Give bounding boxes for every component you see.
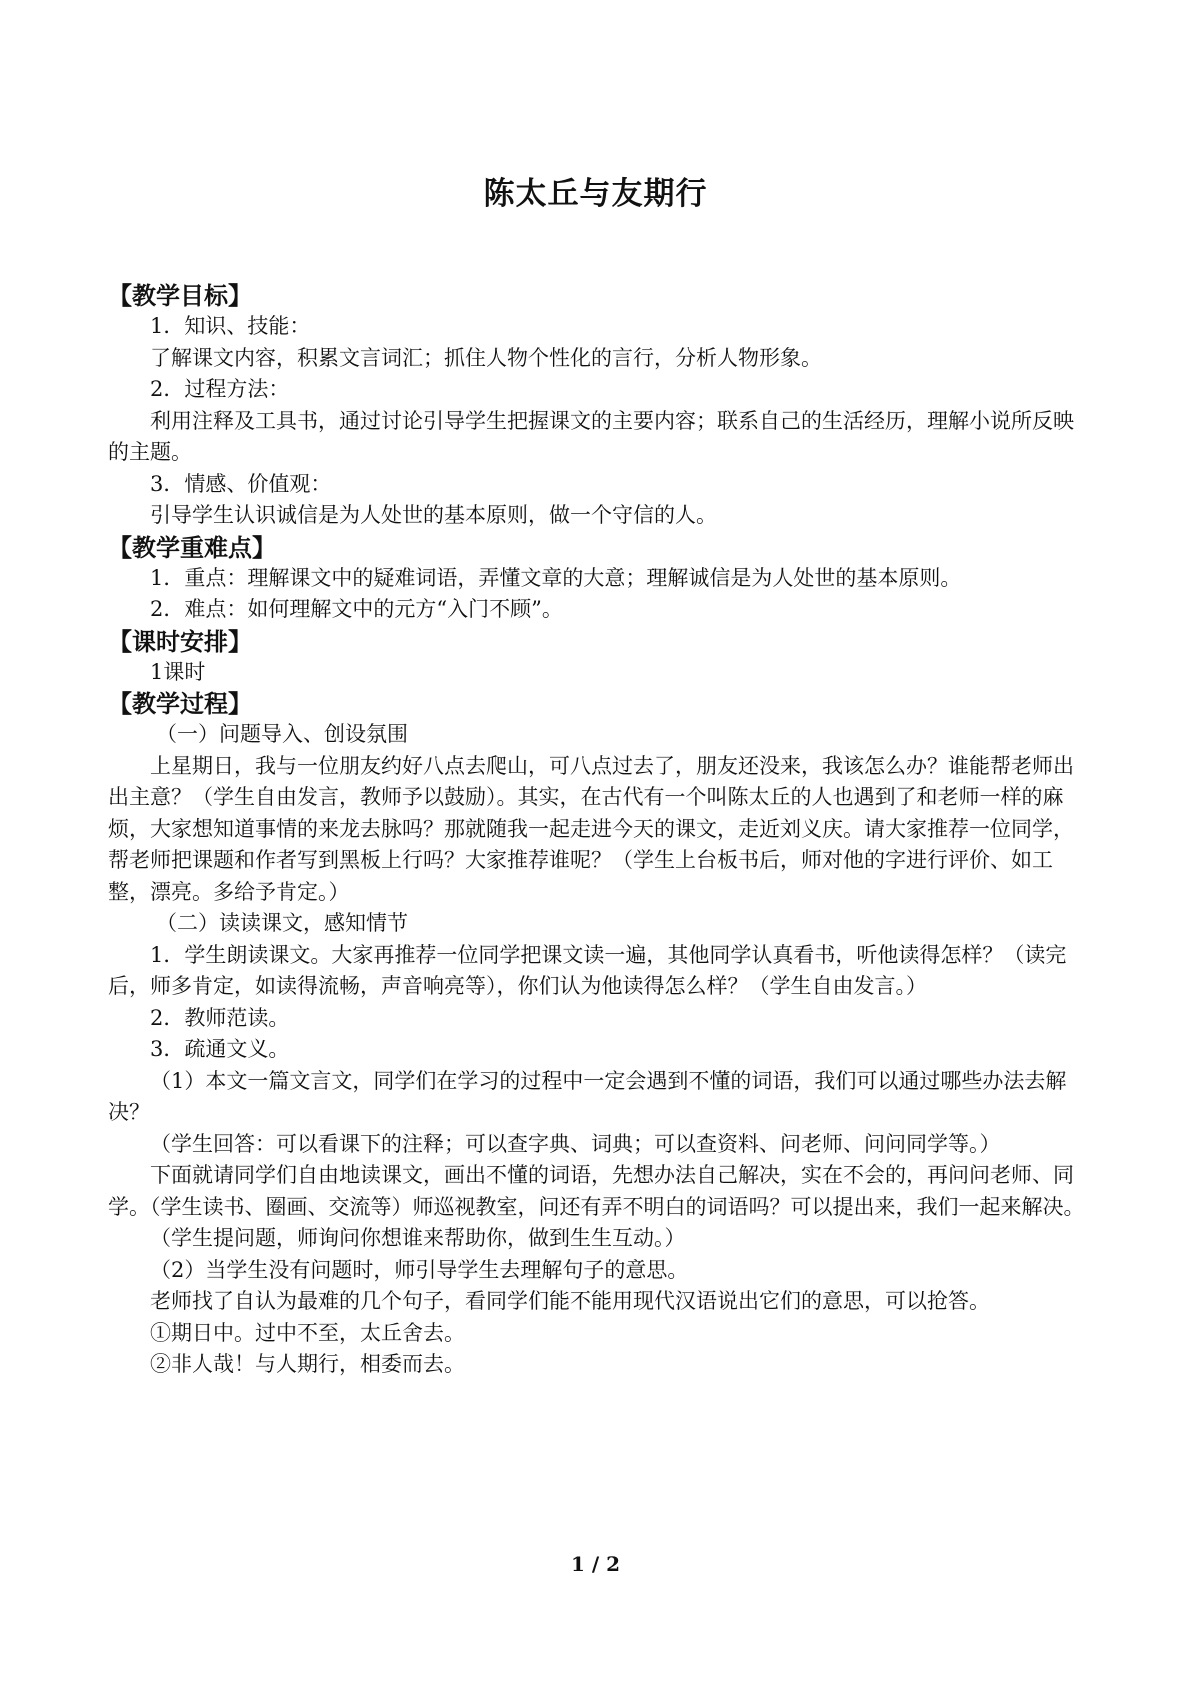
process-hard-sentences: 老师找了自认为最难的几个句子，看同学们能不能用现代汉语说出它们的意思，可以抢答。 (150, 1289, 990, 1313)
sentence-2: ②非人哉！与人期行，相委而去。 (150, 1352, 465, 1376)
process-self-study: 下面就请同学们自由地读课文，画出不懂的词语，先想办法自己解决，实在不会的，再问问老师、同学。（学生读书、圈画、交流等）师巡视教室，问还有弄不明白的词语吗？可以提出来，我们一起来解决。 (108, 1163, 1085, 1219)
process-part1-text: 上星期日，我与一位朋友约好八点去爬山，可八点过去了，朋友还没来，我该怎么办？谁能帮老师出出主意？（学生自由发言，教师予以鼓励）。其实，在古代有一个叫陈太丘的人也遇到了和老师一样的麻烦，大家想知道事情的来龙去脉吗？那就随我一起走进今天的课文，走近刘义庆。请大家推荐一位同学，帮老师把课题和作者写到黑板上行吗？大家推荐谁呢？（学生上台板书后，师对他的字进行评价、如工整，漂亮。多给予肯定。） (108, 753, 1074, 904)
process-question2: （2）当学生没有问题时，师引导学生去理解句子的意思。 (150, 1257, 689, 1282)
process-question1: （1）本文一篇文言文，同学们在学习的过程中一定会遇到不懂的词语，我们可以通过哪些办法去解决？ (108, 1068, 1067, 1124)
goal-process-label: 2．过程方法： (150, 377, 290, 401)
process-step2: 2．教师范读。 (150, 1005, 290, 1030)
goal-knowledge-text: 了解课文内容，积累文言词汇；抓住人物个性化的言行，分析人物形象。 (150, 345, 822, 370)
document-body (108, 280, 1088, 1381)
document-title: 陈太丘与友期行 (483, 176, 708, 212)
process-part2-title: （二）读读课文，感知情节 (156, 911, 408, 935)
heading-key-difficulties: 【教学重难点】 (108, 532, 276, 562)
key-point: 1．重点：理解课文中的疑难词语，弄懂文章的大意；理解诚信是为人处世的基本原则。 (150, 565, 962, 590)
process-step3: 3．疏通文义。 (150, 1037, 290, 1061)
schedule-text: 1课时 (150, 659, 206, 684)
process-step1: 1．学生朗读课文。大家再推荐一位同学把课文读一遍，其他同学认真看书，听他读得怎样？（读完后，师多肯定，如读得流畅，声音响亮等），你们认为他读得怎么样？（学生自由发言。） (108, 942, 1067, 998)
goal-emotion-label: 3．情感、价值观： (150, 471, 332, 496)
heading-teaching-goals: 【教学目标】 (108, 281, 252, 310)
process-part1-title: （一）问题导入、创设氛围 (156, 722, 408, 746)
goal-emotion-text: 引导学生认识诚信是为人处世的基本原则，做一个守信的人。 (150, 503, 717, 527)
heading-schedule: 【课时安排】 (108, 626, 252, 656)
process-answer1: （学生回答：可以看课下的注释；可以查字典、词典；可以查资料、问老师、问问同学等。） (150, 1131, 1001, 1156)
difficult-point: 2．难点：如何理解文中的元方“入门不顾”。 (150, 597, 563, 621)
process-interaction: （学生提问题，师询问你想谁来帮助你，做到生生互动。） (150, 1226, 686, 1250)
sentence-1: ①期日中。过中不至，太丘舍去。 (150, 1320, 465, 1345)
goal-knowledge-label: 1．知识、技能： (150, 314, 311, 338)
page-number: 1 / 2 (570, 1552, 621, 1576)
goal-process-text: 利用注释及工具书，通过讨论引导学生把握课文的主要内容；联系自己的生活经历，理解小说所反映的主题。 (108, 408, 1074, 464)
heading-teaching-process: 【教学过程】 (108, 689, 252, 718)
